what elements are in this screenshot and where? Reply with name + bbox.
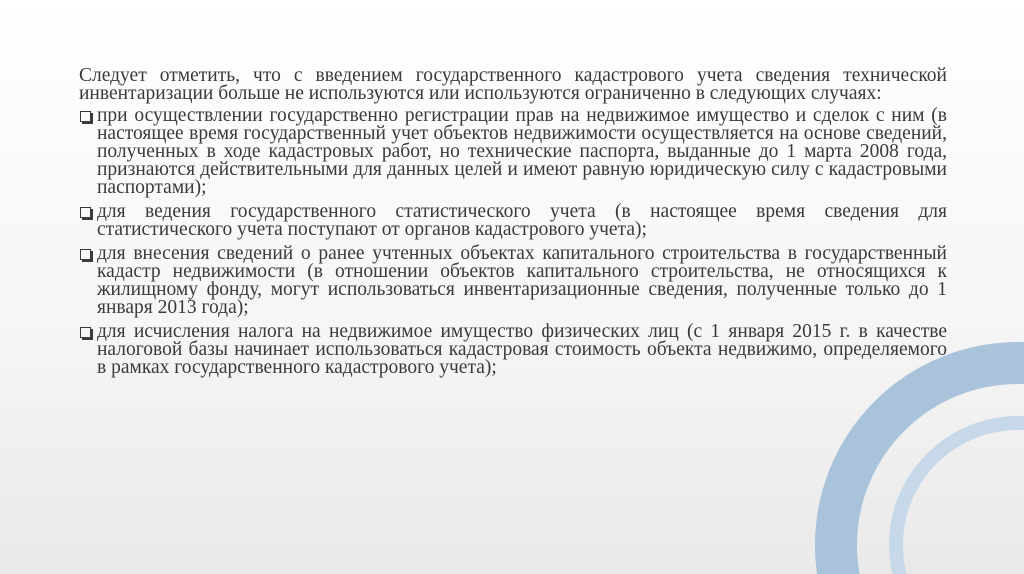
bullet-list (79, 107, 947, 377)
hollow-square-bullet-icon (80, 111, 91, 122)
intro-paragraph: Следует отметить, что с введением государственного кадастрового учета сведения технической инвентаризации больше не используются или используются ограниченно в следующих случаях: (79, 65, 947, 104)
bullet-text: для внесения сведений о ранее учтенных объектах капитального строительства в государственный кадастр недвижимости (в отношении объектов капитального строительства, не относящихся к жилищному фонду, могут использоваться инвентаризационные сведения, полученные только до 1 января 2013 года); (97, 243, 947, 318)
bullet-item-registration (79, 107, 947, 197)
bullet-text: для исчисления налога на недвижимое имущество физических лиц (с 1 января 2015 г. в качестве налоговой базы начинает использоваться кадастровая стоимость объекта недвижимо, определяемого в рамках государственного кадастрового учета); (97, 321, 947, 378)
bullet-text: при осуществлении государственно регистрации прав на недвижимое имущество и сделок с ним (в настоящее время государственный учет объектов недвижимости осуществляется на основе сведений, полученных в ходе кадастровых работ, но технические паспорта, выданные до 1 марта 2008 года, признаются действительными для данных целей и имеют равную юридическую силу с кадастровыми паспортами); (97, 105, 947, 198)
bullet-item-tax (79, 323, 947, 377)
bullet-item-previous-objects (79, 245, 947, 317)
hollow-square-bullet-icon (80, 249, 91, 260)
bullet-text: для ведения государственного статистического учета (в настоящее время сведения для статистического учета поступают от органов кадастрового учета); (97, 201, 947, 240)
slide-text-body (79, 67, 947, 383)
inner-ring (896, 423, 1024, 574)
bullet-item-statistics (79, 203, 947, 239)
hollow-square-bullet-icon (80, 327, 91, 338)
hollow-square-bullet-icon (80, 207, 91, 218)
outer-ring (836, 363, 1024, 574)
